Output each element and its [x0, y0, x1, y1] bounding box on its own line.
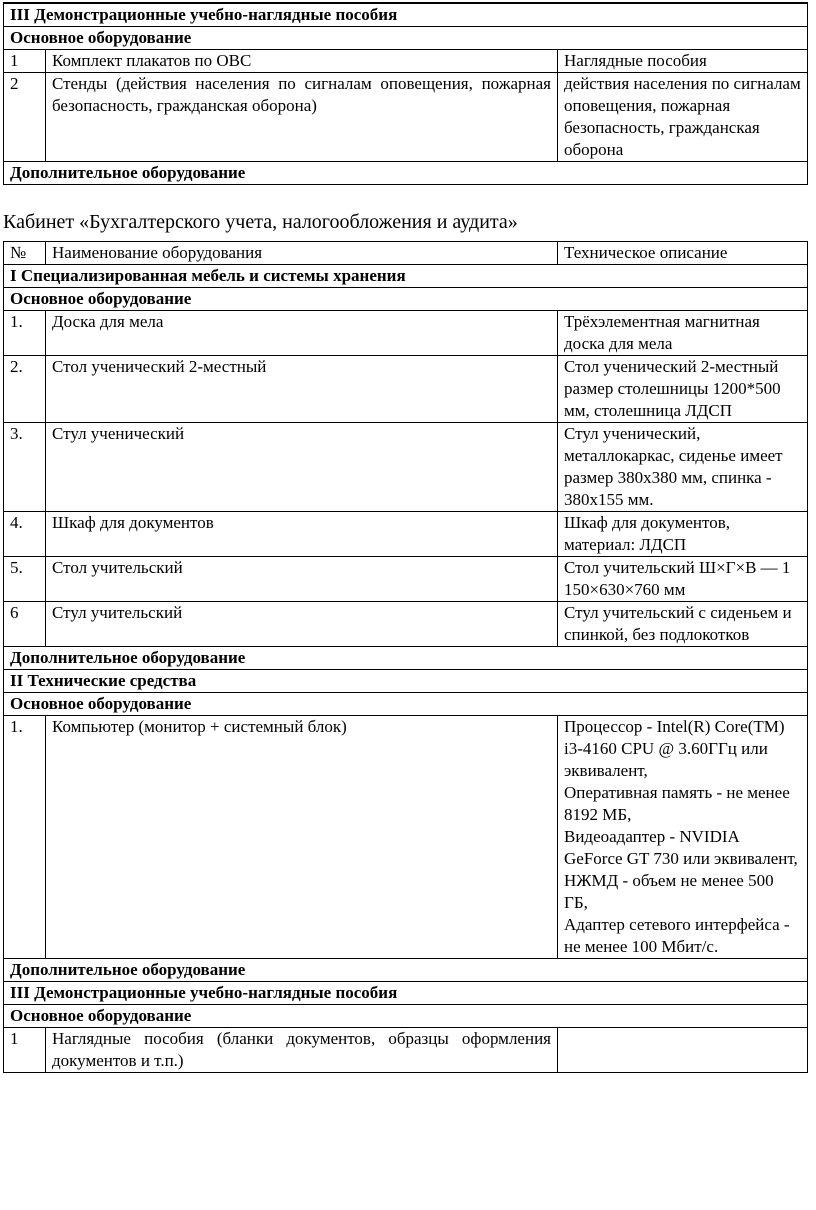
header-description: Техническое описание: [558, 242, 808, 265]
row-number: 5.: [4, 557, 46, 602]
section-row: [4, 670, 808, 693]
section-row: [4, 4, 808, 27]
row-number: 1.: [4, 311, 46, 356]
row-number: 1.: [4, 716, 46, 959]
subsection-row: [4, 1005, 808, 1028]
section-title: I Специализированная мебель и системы хранения: [4, 265, 808, 288]
table-row: [4, 512, 808, 557]
row-description: Стул учительский с сиденьем и спинкой, без подлокотков: [558, 602, 808, 647]
row-number: 2.: [4, 356, 46, 423]
subsection-row: [4, 693, 808, 716]
section-title: II Технические средства: [4, 670, 808, 693]
row-description: Стул ученический, металлокаркас, сиденье имеет размер 380х380 мм, спинка - 380х155 мм.: [558, 423, 808, 512]
equipment-table-continued: [3, 2, 808, 185]
row-name: Стол учительский: [46, 557, 558, 602]
subsection-title: Дополнительное оборудование: [4, 162, 808, 185]
row-description: Трёхэлементная магнитная доска для мела: [558, 311, 808, 356]
row-number: 2: [4, 73, 46, 162]
section-title: III Демонстрационные учебно-наглядные пособия: [4, 4, 808, 27]
spec-line: Оперативная память - не менее 8192 МБ,: [564, 783, 790, 824]
row-name: Доска для мела: [46, 311, 558, 356]
row-name: Стул ученический: [46, 423, 558, 512]
row-description: Наглядные пособия: [558, 50, 808, 73]
header-number: №: [4, 242, 46, 265]
row-description: Стол учительский Ш×Г×В — 1 150×630×760 мм: [558, 557, 808, 602]
row-number: 6: [4, 602, 46, 647]
spec-line: Видеоадаптер - NVIDIA GeForce GT 730 или эквивалент,: [564, 827, 798, 868]
row-name: Стол ученический 2-местный: [46, 356, 558, 423]
table-row: [4, 50, 808, 73]
row-number: 1: [4, 50, 46, 73]
row-name: Стенды (действия населения по сигналам оповещения, пожарная безопасность, гражданская оборона): [46, 73, 558, 162]
section-row: [4, 265, 808, 288]
spec-line: Процессор - Intel(R) Core(TM) i3-4160 CPU @ 3.60ГГц или эквивалент,: [564, 717, 785, 780]
row-number: 4.: [4, 512, 46, 557]
subsection-title: Основное оборудование: [4, 27, 808, 50]
table-row: [4, 602, 808, 647]
subsection-row: [4, 288, 808, 311]
spec-line: НЖМД - объем не менее 500 ГБ,: [564, 871, 774, 912]
subsection-row: [4, 959, 808, 982]
subsection-row: [4, 647, 808, 670]
table-row: [4, 716, 808, 959]
equipment-table: [3, 241, 808, 1073]
row-number: 1: [4, 1028, 46, 1073]
table-row: [4, 423, 808, 512]
row-name: Комплект плакатов по ОВС: [46, 50, 558, 73]
header-name: Наименование оборудования: [46, 242, 558, 265]
table-row: [4, 356, 808, 423]
row-description: Шкаф для документов, материал: ЛДСП: [558, 512, 808, 557]
table-row: [4, 311, 808, 356]
row-description: [558, 716, 808, 959]
row-name: Шкаф для документов: [46, 512, 558, 557]
subsection-title: Дополнительное оборудование: [4, 959, 808, 982]
subsection-row: [4, 27, 808, 50]
row-name: Компьютер (монитор + системный блок): [46, 716, 558, 959]
spec-line: Адаптер сетевого интерфейса - не менее 100 Мбит/с.: [564, 915, 790, 956]
subsection-row: [4, 162, 808, 185]
table-header-row: [4, 242, 808, 265]
subsection-title: Дополнительное оборудование: [4, 647, 808, 670]
table-row: [4, 73, 808, 162]
subsection-title: Основное оборудование: [4, 693, 808, 716]
subsection-title: Основное оборудование: [4, 288, 808, 311]
row-description: [558, 1028, 808, 1073]
table-row: [4, 557, 808, 602]
row-description: Стол ученический 2-местный размер столешницы 1200*500 мм, столешница ЛДСП: [558, 356, 808, 423]
row-name: Стул учительский: [46, 602, 558, 647]
subsection-title: Основное оборудование: [4, 1005, 808, 1028]
section-row: [4, 982, 808, 1005]
row-number: 3.: [4, 423, 46, 512]
row-description: действия населения по сигналам оповещения, пожарная безопасность, гражданская оборона: [558, 73, 808, 162]
table-row: [4, 1028, 808, 1073]
section-title: III Демонстрационные учебно-наглядные пособия: [4, 982, 808, 1005]
cabinet-title: Кабинет «Бухгалтерского учета, налогообложения и аудита»: [3, 211, 518, 233]
row-name: Наглядные пособия (бланки документов, образцы оформления документов и т.п.): [46, 1028, 558, 1073]
